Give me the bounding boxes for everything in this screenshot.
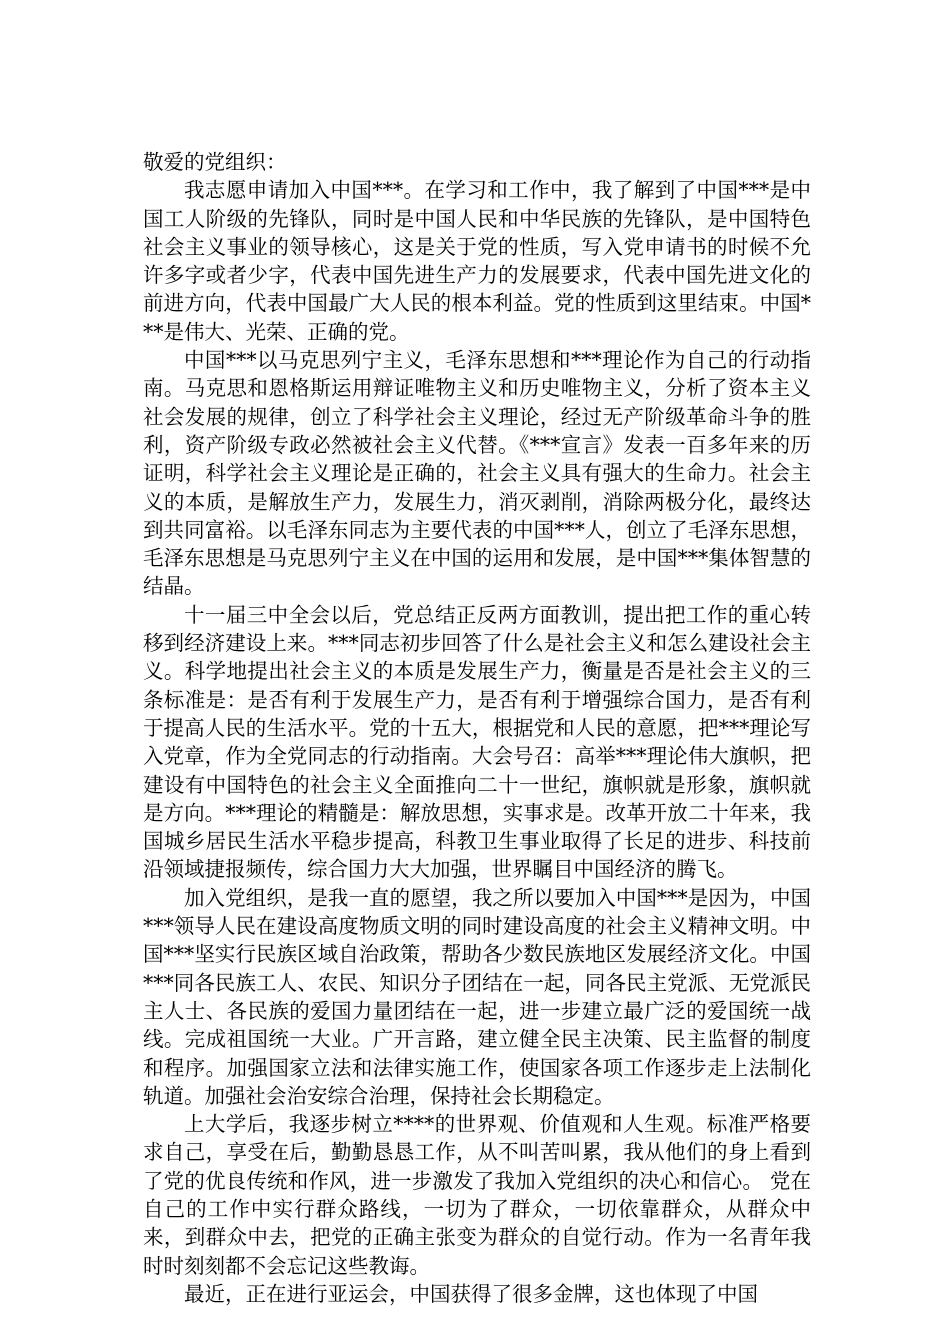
paragraph-4: 加入党组织，是我一直的愿望，我之所以要加入中国***是因为，中国***领导人民在建设高度物质文明的同时建设高度的社会主义精神文明。中国***坚实行民族区域自治政策，帮助各少数民族地区发展经济文化。中国***同各民族工人、农民、知识分子团结在一起，同各民主党派、无党派民主人士、各民族的爱国力量团结在一起，进一步建立最广泛的爱国统一战线。完成祖国统一大业。广开言路，建立健全民主决策、民主监督的制度和程序。加强国家立法和法律实施工作，使国家各项工作逐步走上法制化轨道。加强社会治安综合治理，保持社会长期稳定。 [143, 885, 811, 1108]
paragraph-1: 我志愿申请加入中国***。在学习和工作中，我了解到了中国***是中国工人阶级的先锋队，同时是中国人民和中华民族的先锋队，是中国特色社会主义事业的领导核心，这是关于党的性质，写入党申请书的时候不允许多字或者少字，代表中国先进生产力的发展要求，代表中国先进文化的前进方向，代表中国最广大人民的根本利益。党的性质到这里结束。中国***是伟大、光荣、正确的党。 [143, 178, 811, 344]
paragraph-6: 最近，正在进行亚运会，中国获得了很多金牌，这也体现了中国 [184, 1281, 758, 1306]
paragraph-5: 上大学后，我逐步树立****的世界观、价值观和人生观。标准严格要求自己，享受在后，勤勤恳恳工作，从不叫苦叫累，我从他们的身上看到了党的优良传统和作风，进一步激发了我加入党组织的决心和信心。 党在自己的工作中实行群众路线，一切为了群众，一切依靠群众，从群众中来，到群众中去，把党的正确主张变为群众的自觉行动。作为一名青年我时时刻刻都不会忘记这些教诲。 [143, 1112, 811, 1278]
salutation: 敬爱的党组织： [143, 150, 287, 174]
document-page [143, 148, 811, 1308]
paragraph-2: 中国***以马克思列宁主义，毛泽东思想和***理论作为自己的行动指南。马克思和恩格斯运用辩证唯物主义和历史唯物主义，分析了资本主义社会发展的规律，创立了科学社会主义理论，经过无产阶级革命斗争的胜利，资产阶级专政必然被社会主义代替。《***宣言》发表一百多年来的历证明，科学社会主义理论是正确的，社会主义具有强大的生命力。社会主义的本质，是解放生产力，发展生力，消灭剥削，消除两极分化，最终达到共同富裕。以毛泽东同志为主要代表的中国***人，创立了毛泽东思想，毛泽东思想是马克思列宁主义在中国的运用和发展，是中国***集体智慧的结晶。 [143, 348, 811, 599]
paragraph-3: 十一届三中全会以后，党总结正反两方面教训，提出把工作的重心转移到经济建设上来。***同志初步回答了什么是社会主义和怎么建设社会主义。科学地提出社会主义的本质是发展生产力，衡量是否是社会主义的三条标准是：是否有利于发展生产力，是否有利于增强综合国力，是否有利于提高人民的生活水平。党的十五大，根据党和人民的意愿，把***理论写入党章，作为全党同志的行动指南。大会号召：高举***理论伟大旗帜，把建设有中国特色的社会主义全面推向二十一世纪，旗帜就是形象，旗帜就是方向。***理论的精髓是：解放思想，实事求是。改革开放二十年来，我国城乡居民生活水平稳步提高，科教卫生事业取得了长足的进步、科技前沿领域捷报频传，综合国力大大加强，世界瞩目中国经济的腾飞。 [143, 602, 811, 882]
